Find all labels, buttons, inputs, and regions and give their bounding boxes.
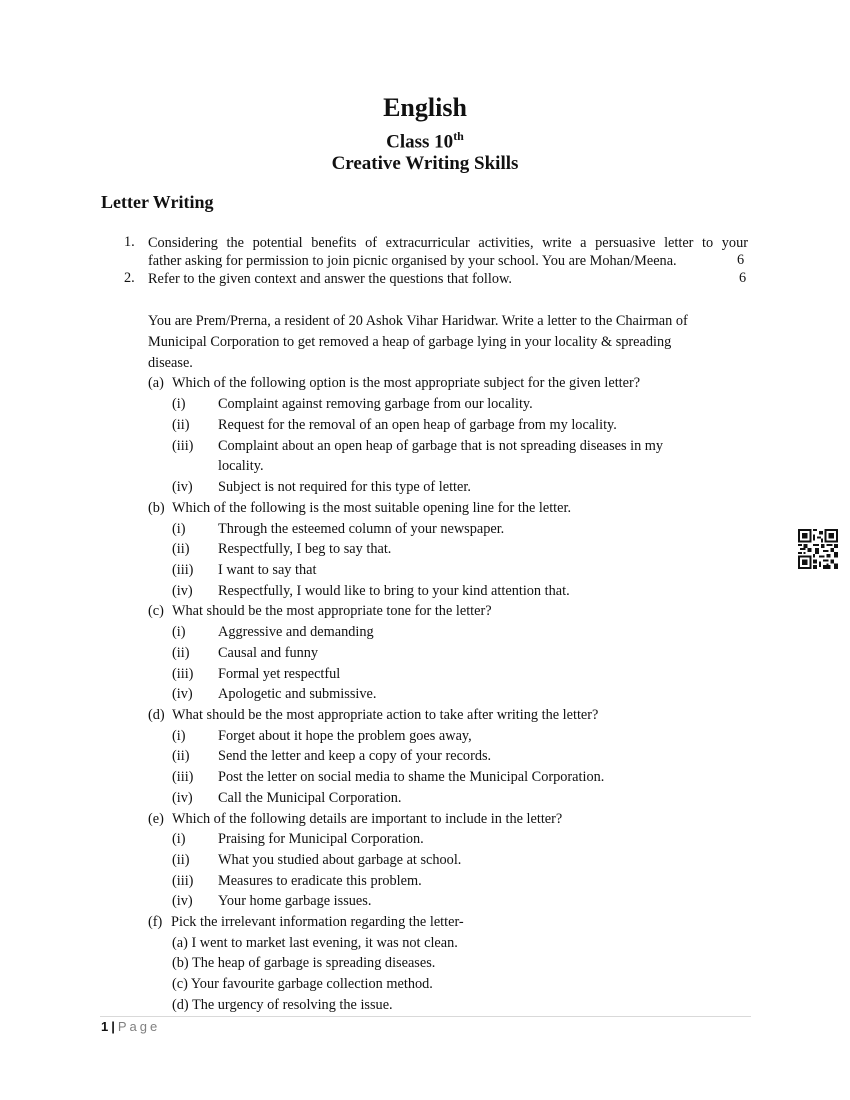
marks: 6 [739, 270, 747, 286]
option-number: (ii) [172, 541, 190, 557]
qr-code-icon [798, 529, 838, 569]
section-title: Letter Writing [101, 192, 214, 212]
context-line: You are Prem/Prerna, a resident of 20 Ashok Vihar Haridwar. Write a letter to the Chairman of [148, 313, 688, 329]
context-line: Municipal Corporation to get removed a heap of garbage lying in your locality & spreading [148, 334, 672, 350]
option-number: (iii) [172, 562, 194, 578]
option-number: (iii) [172, 769, 194, 785]
option-number: (i) [172, 521, 186, 537]
option-text: Complaint about an open heap of garbage that is not spreading diseases in my [218, 438, 664, 454]
option-number: (ii) [172, 645, 190, 661]
subquestion-label: (f) [148, 914, 163, 930]
page-footer: 1 | Page [101, 1019, 161, 1034]
option-number: (iv) [172, 686, 193, 702]
option-text: Send the letter and keep a copy of your records. [218, 748, 492, 764]
option-text: I want to say that [218, 562, 317, 578]
option-text: Apologetic and submissive. [218, 686, 377, 702]
subquestion-text: Which of the following option is the most appropriate subject for the given letter? [172, 375, 641, 391]
question-text: Refer to the given context and answer the questions that follow. [148, 271, 512, 287]
question-text: father asking for permission to join picnic organised by your school. You are Mohan/Meena. [148, 253, 677, 269]
option-text: Respectfully, I beg to say that. [218, 541, 392, 557]
option-text: Complaint against removing garbage from our locality. [218, 396, 533, 412]
option-number: (iv) [172, 893, 193, 909]
subquestion-label: (a) [148, 375, 164, 391]
subquestion-label: (b) [148, 500, 165, 516]
option-text: (a) I went to market last evening, it was not clean. [172, 935, 458, 951]
subquestion-label: (e) [148, 811, 164, 827]
option-text: (c) Your favourite garbage collection method. [172, 976, 433, 992]
subquestion-text: Which of the following is the most suitable opening line for the letter. [172, 500, 572, 516]
option-text: Praising for Municipal Corporation. [218, 831, 424, 847]
option-number: (ii) [172, 852, 190, 868]
subquestion-label: (c) [148, 603, 164, 619]
footer-divider [100, 1016, 751, 1017]
option-number: (iii) [172, 438, 194, 454]
option-number: (ii) [172, 748, 190, 764]
context-line: disease. [148, 355, 193, 371]
option-text: Through the esteemed column of your newspaper. [218, 521, 505, 537]
subquestion-label: (d) [148, 707, 165, 723]
subquestion-text: Which of the following details are important to include in the letter? [172, 811, 563, 827]
option-number: (ii) [172, 417, 190, 433]
option-text: Aggressive and demanding [218, 624, 374, 640]
option-number: (i) [172, 396, 186, 412]
subquestion-text: What should be the most appropriate action to take after writing the letter? [172, 707, 599, 723]
option-number: (iv) [172, 790, 193, 806]
option-text: Subject is not required for this type of letter. [218, 479, 471, 495]
option-text: Request for the removal of an open heap of garbage from my locality. [218, 417, 617, 433]
option-text: What you studied about garbage at school. [218, 852, 462, 868]
option-text: Forget about it hope the problem goes away, [218, 728, 472, 744]
option-text: Your home garbage issues. [218, 893, 372, 909]
option-text: Respectfully, I would like to bring to your kind attention that. [218, 583, 570, 599]
option-text: Post the letter on social media to shame the Municipal Corporation. [218, 769, 605, 785]
subquestion-text: Pick the irrelevant information regarding the letter- [171, 914, 464, 930]
question-number: 2. [124, 270, 135, 286]
option-number: (iii) [172, 666, 194, 682]
option-text: Formal yet respectful [218, 666, 341, 682]
option-number: (i) [172, 728, 186, 744]
option-number: (iv) [172, 583, 193, 599]
option-text: Causal and funny [218, 645, 319, 661]
subquestion-text: What should be the most appropriate tone for the letter? [172, 603, 492, 619]
marks: 6 [737, 252, 745, 268]
option-number: (iii) [172, 873, 194, 889]
option-number: (i) [172, 831, 186, 847]
document-title: English [383, 93, 467, 122]
question-number: 1. [124, 234, 135, 250]
class-heading: Class 10th [386, 129, 464, 153]
topic-heading: Creative Writing Skills [331, 153, 519, 174]
option-number: (iv) [172, 479, 193, 495]
option-text: Measures to eradicate this problem. [218, 873, 422, 889]
question-text: Considering the potential benefits of extracurricular activities, write a persuasive letter to your [148, 235, 748, 251]
option-text: Call the Municipal Corporation. [218, 790, 402, 806]
option-text: (b) The heap of garbage is spreading diseases. [172, 955, 436, 971]
option-text: locality. [218, 458, 264, 474]
option-number: (i) [172, 624, 186, 640]
option-text: (d) The urgency of resolving the issue. [172, 997, 393, 1013]
